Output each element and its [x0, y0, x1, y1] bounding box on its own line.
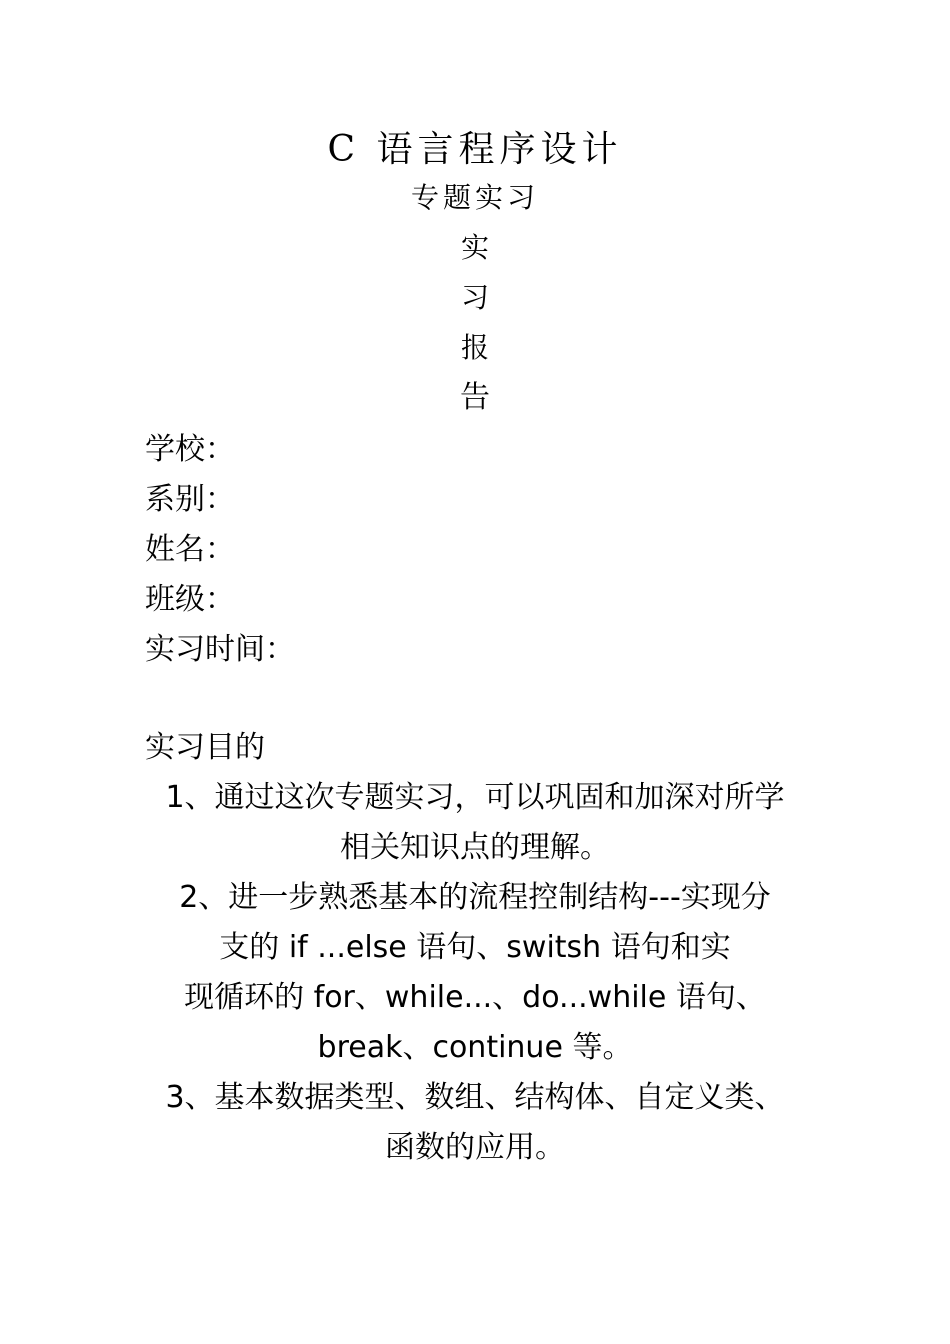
- paragraph-line: 现循环的 for、while...、do...while 语句、: [184, 980, 766, 1015]
- paragraph-line: 3、基本数据类型、数组、结构体、自定义类、: [165, 1080, 785, 1115]
- paragraph-line: 2、进一步熟悉基本的流程控制结构---实现分: [179, 880, 771, 915]
- paragraph-line: 1、通过这次专题实习，可以巩固和加深对所学: [165, 780, 785, 815]
- field-school: 学校：: [145, 432, 235, 467]
- paragraph-line: 支的 if ...else 语句、switsh 语句和实: [219, 930, 731, 965]
- document-subtitle: 专题实习: [410, 181, 539, 214]
- paragraph-line: break、continue 等。: [317, 1030, 633, 1065]
- paragraph-line: 函数的应用。: [385, 1130, 565, 1165]
- vertical-title-char: 习: [460, 281, 489, 314]
- field-name: 姓名：: [145, 532, 235, 567]
- vertical-title-char: 报: [460, 331, 489, 364]
- vertical-title-char: 实: [460, 231, 489, 264]
- field-class: 班级：: [145, 582, 235, 617]
- field-department: 系别：: [145, 482, 235, 517]
- vertical-title-char: 告: [460, 380, 490, 415]
- document-title: C 语言程序设计: [327, 129, 623, 170]
- section-heading: 实习目的: [145, 730, 265, 765]
- field-period: 实习时间：: [145, 632, 295, 667]
- paragraph-line: 相关知识点的理解。: [340, 830, 610, 865]
